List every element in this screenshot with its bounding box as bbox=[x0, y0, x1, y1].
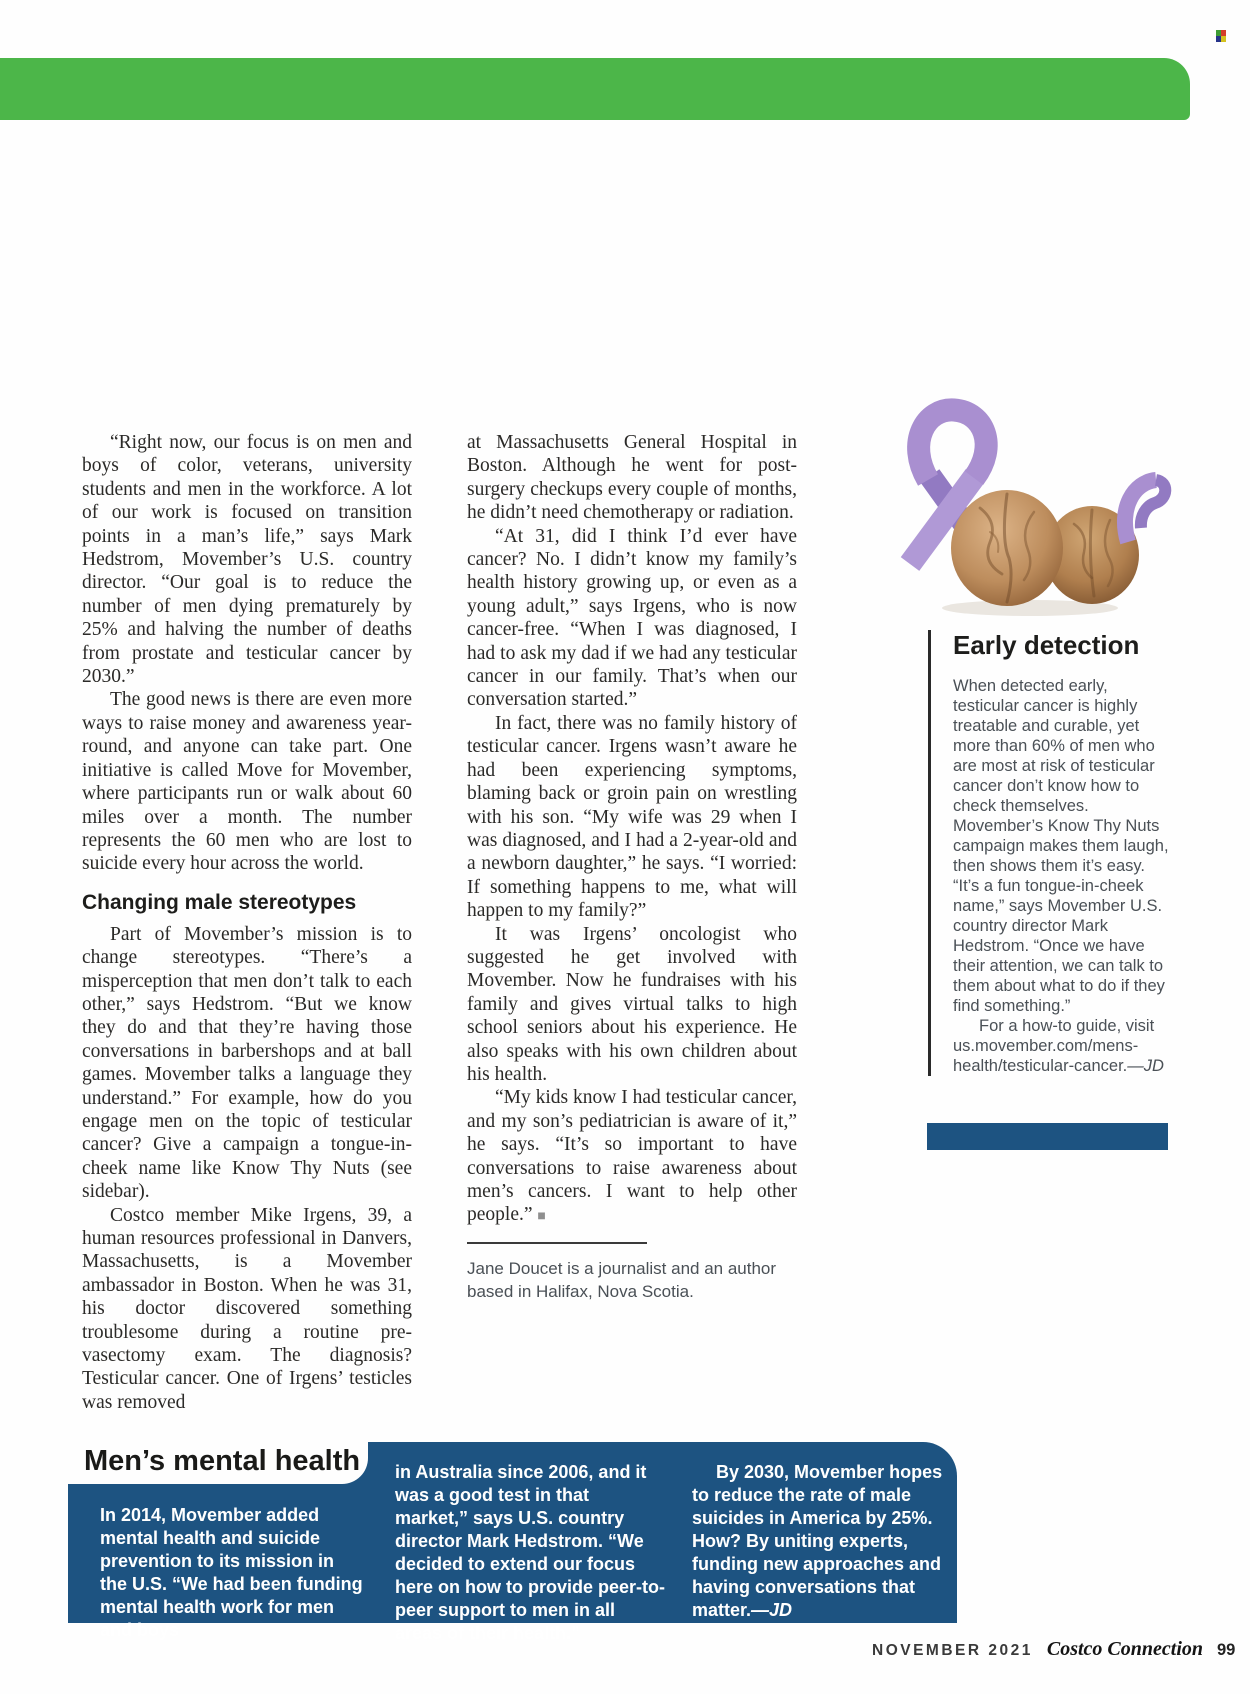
mental-health-title: Men’s mental health bbox=[84, 1445, 361, 1477]
early-detection-sidebar bbox=[928, 630, 1171, 1076]
paragraph: “At 31, did I think I’d ever have cancer? No. I didn’t know my family’s health history growing up, or even as a young adult,” says Irgens, who is now cancer-free. “When I was diagnosed, I had to ask my dad if we had any testicular cancer in our family. That’s when our conversation started.” bbox=[467, 525, 797, 711]
sidebar-credit: —JD bbox=[1127, 1057, 1164, 1075]
author-divider-rule bbox=[467, 1242, 647, 1244]
article-column-1 bbox=[82, 431, 412, 1414]
mental-health-credit: —JD bbox=[751, 1600, 793, 1620]
footer-magazine-name: Costco Connection bbox=[1046, 1638, 1203, 1660]
paragraph: Costco member Mike Irgens, 39, a human resources professional in Danvers, Massachusetts, is a Movember ambassador in Boston. When he was 31, his doctor discovered something troublesome during a routine pre-vasectomy exam. The diagnosis? Testicular cancer. One of Irgens’ testicles was removed bbox=[82, 1204, 412, 1413]
footer-page-number: 99 bbox=[1217, 1641, 1236, 1659]
article-column-2 bbox=[467, 431, 797, 1304]
paragraph: In fact, there was no family history of testicular cancer. Irgens wasn’t aware he had been experiencing symptoms, blaming back or groin pain on wrestling with his son. “My wife was 29 when I was diagnosed, and I had a 2-year-old and a newborn daughter,” he says. “I worried: If something happens to me, what will happen to my family?” bbox=[467, 712, 797, 922]
end-of-article-mark: ■ bbox=[537, 1207, 546, 1224]
mental-health-col-3-text: By 2030, Movember hopes to reduce the rate of male suicides in America by 25%. How? By uniting experts, funding new approaches and having conversations that matter. bbox=[692, 1462, 943, 1620]
walnuts-ribbons-photo bbox=[878, 396, 1178, 622]
paragraph: at Massachusetts General Hospital in Boston. Although he went for post-surgery checkups every couple of months, he didn’t need chemotherapy or radiation. bbox=[467, 432, 797, 524]
mental-health-col-2: in Australia since 2006, and it was a good test in that market,” says U.S. country director Mark Hedstrom. “We decided to extend our focus here on how to provide peer-to-peer support to men in all areas of their health.” bbox=[395, 1462, 666, 1643]
sidebar-heading: Early detection bbox=[953, 630, 1140, 660]
sidebar-paragraph: When detected early, testicular cancer is highly treatable and curable, yet more than 60% of men who are most at risk of testicular cancer don’t know how to check themselves. Movember’s Know Thy Nuts campaign makes them laugh, then shows them it’s easy. “It’s a fun tongue-in-cheek name,” says Movember U.S. country director Mark Hedstrom. “Once we have their attention, we can talk to them about what to do if they find something.” bbox=[953, 677, 1169, 1015]
paragraph bbox=[467, 1086, 797, 1227]
mental-health-col-1: In 2014, Movember added mental health and suicide prevention to its mission in the U.S. “We had been funding mental health work for men and boys bbox=[100, 1505, 363, 1640]
print-registration-mark-icon bbox=[1216, 30, 1226, 42]
mental-health-title-tab bbox=[68, 1442, 368, 1484]
howto-text: For a how-to guide, visit us.movember.com/mens-health/testicular-cancer. bbox=[953, 1017, 1155, 1075]
walnut-front bbox=[951, 490, 1063, 606]
mental-health-col-3 bbox=[692, 1461, 950, 1622]
author-bio: Jane Doucet is a journalist and an author based in Halifax, Nova Scotia. bbox=[467, 1258, 777, 1302]
mens-mental-health-box bbox=[68, 1442, 957, 1643]
sidebar-howto-paragraph bbox=[953, 1016, 1171, 1076]
paragraph: “Right now, our focus is on men and boys of color, veterans, university students and men in the workforce. A lot of our work is focused on transition points in a man’s life,” says Mark Hedstrom, Movember’s U.S. country director. “Our goal is to reduce the number of men dying prematurely by 25% and halving the number of deaths from prostate and testicular cancer by 2030.” bbox=[82, 432, 412, 688]
paragraph-text: “My kids know I had testicular cancer, and my son’s pediatrician is aware of it,” he says. “It’s so important to have conversations to raise awareness about men’s cancers. I want to help other people.” bbox=[467, 1087, 797, 1226]
purple-ribbon-small bbox=[1125, 480, 1165, 542]
section-heading: Changing male stereotypes bbox=[82, 890, 357, 914]
paragraph: It was Irgens’ oncologist who suggested he get involved with Movember. Now he fundraises with his family and gives virtual talks to high school seniors about his experience. He also speaks with his own children about his health. bbox=[467, 923, 797, 1085]
green-header-band bbox=[0, 58, 1190, 120]
footer-issue-date: NOVEMBER 2021 bbox=[872, 1642, 1033, 1659]
sidebar-accent-bar bbox=[927, 1123, 1168, 1150]
paragraph: The good news is there are even more ways to raise money and awareness year-round, and anyone can take part. One initiative is called Move for Movember, where participants run or walk about 60 miles over a month. The number represents the 60 men who are lost to suicide every hour across the world. bbox=[82, 689, 412, 875]
paragraph: Part of Movember’s mission is to change stereotypes. “There’s a misperception that men don’t talk to each other,” says Hedstrom. “But we know they do and that they’re having those conversations in barbershops and at ball games. Movember talks a language they understand.” For example, how do you engage men on the topic of testicular cancer? Give a campaign a tongue-in-cheek name like Know Thy Nuts (see sidebar). bbox=[82, 923, 412, 1203]
page-footer bbox=[872, 1638, 1235, 1661]
